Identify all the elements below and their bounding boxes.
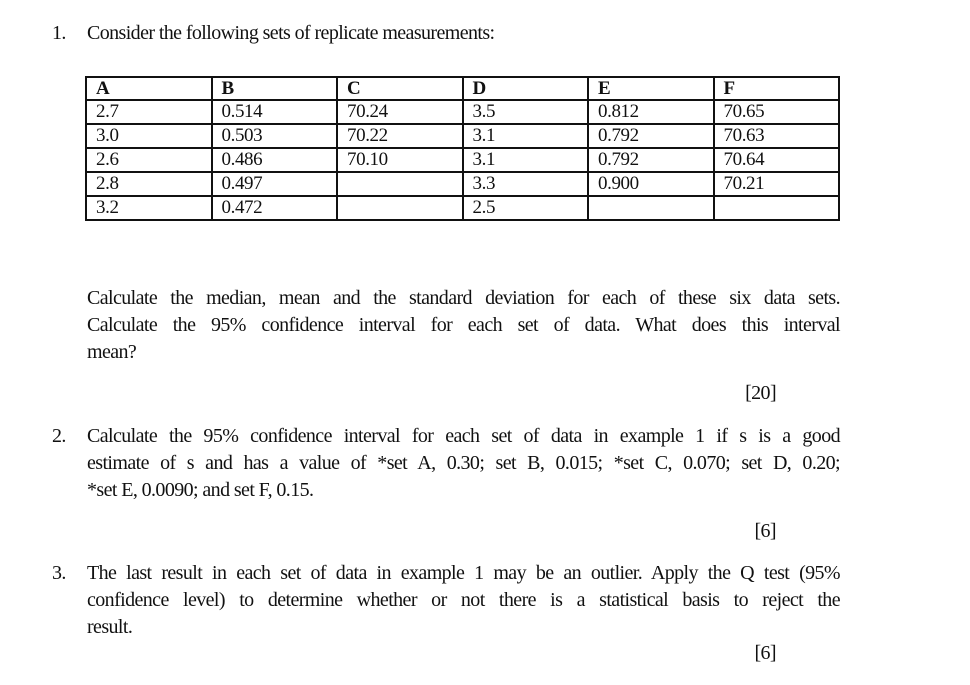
table-row [86, 172, 839, 196]
table-row [86, 196, 839, 220]
table-cell: 3.5 [463, 100, 589, 124]
question-2-line-2: estimate of s and has a value of *set A, 0.30; set B, 0.015; *set C, 0.070; set D, 0.20; [87, 452, 840, 474]
column-header: F [714, 77, 840, 100]
table-row [86, 148, 839, 172]
table-cell [337, 196, 463, 220]
question-3-line-3: result. [87, 616, 133, 638]
table-cell: 2.6 [86, 148, 212, 172]
table-cell: 0.812 [588, 100, 714, 124]
column-header: C [337, 77, 463, 100]
question-1-line-3: mean? [87, 341, 137, 363]
table-cell: 3.3 [463, 172, 589, 196]
table-cell: 70.65 [714, 100, 840, 124]
table-cell: 70.21 [714, 172, 840, 196]
question-1-line-2: Calculate the 95% confidence interval for each set of data. What does this interval [87, 314, 840, 336]
table-row [86, 124, 839, 148]
column-header: A [86, 77, 212, 100]
question-3-marks: [6] [754, 642, 776, 664]
table-cell: 2.5 [463, 196, 589, 220]
table-cell: 70.63 [714, 124, 840, 148]
table-cell: 3.0 [86, 124, 212, 148]
table-cell: 0.503 [212, 124, 338, 148]
table-cell: 70.10 [337, 148, 463, 172]
column-header: D [463, 77, 589, 100]
table-cell: 70.22 [337, 124, 463, 148]
column-header: B [212, 77, 338, 100]
table-header-row [86, 77, 839, 100]
question-2-number: 2. [52, 425, 66, 447]
table-cell: 0.900 [588, 172, 714, 196]
question-2-marks: [6] [754, 520, 776, 542]
table-cell: 0.472 [212, 196, 338, 220]
table-cell: 0.792 [588, 124, 714, 148]
table-cell: 0.486 [212, 148, 338, 172]
column-header: E [588, 77, 714, 100]
table-cell [337, 172, 463, 196]
table-cell: 3.1 [463, 124, 589, 148]
table-cell: 70.64 [714, 148, 840, 172]
question-3-number: 3. [52, 562, 66, 584]
question-2-line-1: Calculate the 95% confidence interval for each set of data in example 1 if s is a good [87, 425, 840, 447]
question-3-line-1: The last result in each set of data in example 1 may be an outlier. Apply the Q test (95% [87, 562, 840, 584]
question-1-number: 1. [52, 22, 66, 44]
table-cell: 0.514 [212, 100, 338, 124]
measurements-table [85, 76, 840, 221]
question-1-marks: [20] [745, 382, 776, 404]
question-1-line-1: Calculate the median, mean and the standard deviation for each of these six data sets. [87, 287, 840, 309]
table-cell: 3.2 [86, 196, 212, 220]
table-cell: 3.1 [463, 148, 589, 172]
table-cell [714, 196, 840, 220]
table-cell: 0.497 [212, 172, 338, 196]
table-row [86, 100, 839, 124]
table-cell: 2.8 [86, 172, 212, 196]
table-cell: 2.7 [86, 100, 212, 124]
table-cell: 0.792 [588, 148, 714, 172]
question-3-line-2: confidence level) to determine whether or not there is a statistical basis to reject the [87, 589, 840, 611]
question-1-intro: Consider the following sets of replicate measurements: [87, 22, 495, 44]
question-2-line-3: *set E, 0.0090; and set F, 0.15. [87, 479, 314, 501]
table-cell: 70.24 [337, 100, 463, 124]
table-cell [588, 196, 714, 220]
